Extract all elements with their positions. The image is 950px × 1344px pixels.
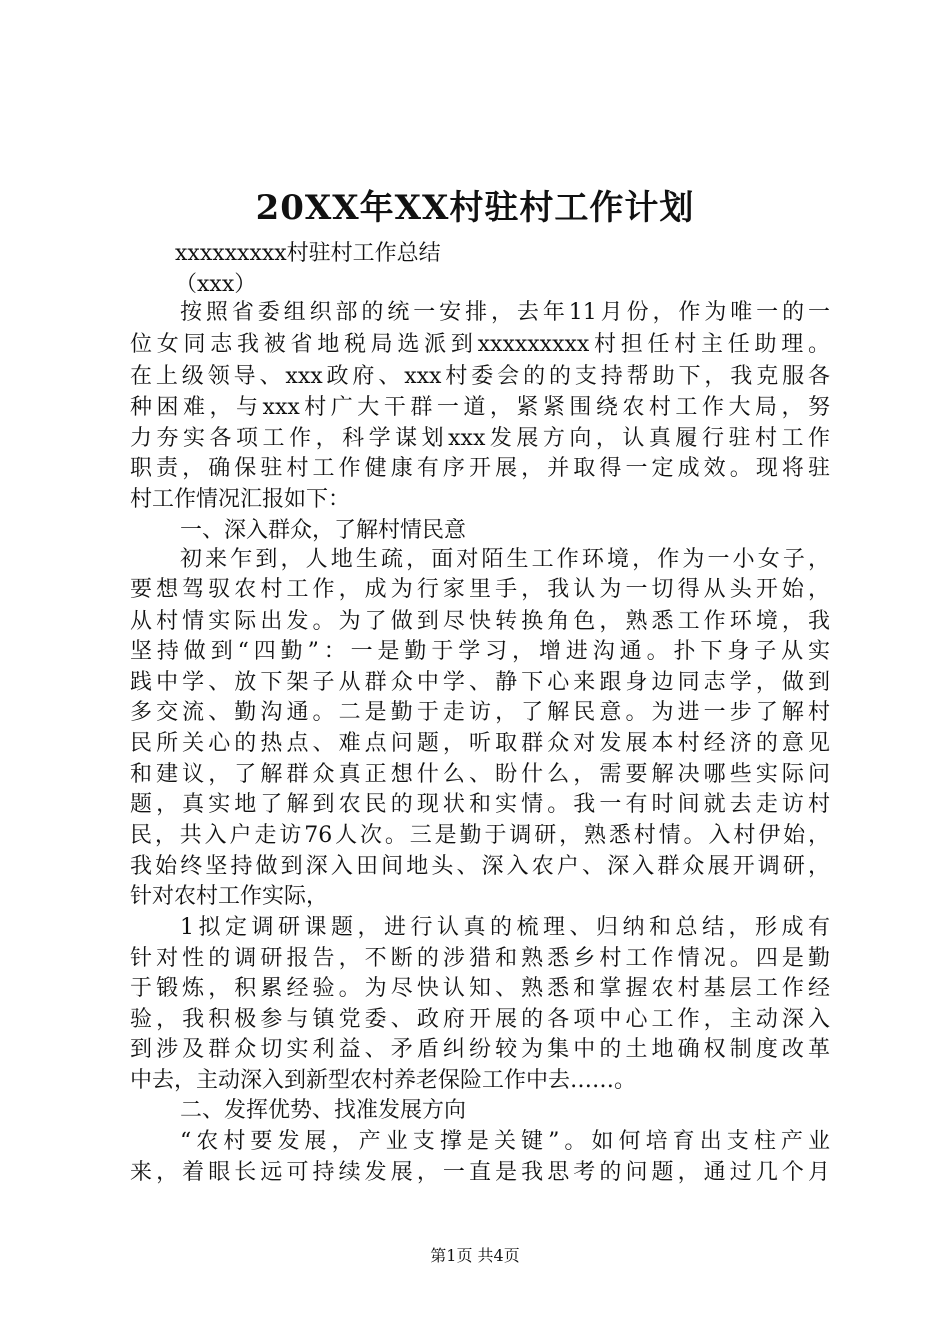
body-line: 和建议，了解群众真正想什么、盼什么，需要解决哪些实际问 xyxy=(130,762,830,787)
body-line: 于锻炼，积累经验。为尽快认知、熟悉和掌握农村基层工作经 xyxy=(130,976,830,1001)
body-line: 针对农村工作实际， xyxy=(130,884,329,909)
body-line: 种困难，与xxx村广大干群一道，紧紧围绕农村工作大局，努 xyxy=(130,395,830,420)
body-line: 坚持做到“四勤”：一是勤于学习，增进沟通。扑下身子从实 xyxy=(130,639,830,664)
body-line: 村工作情况汇报如下： xyxy=(130,487,351,512)
body-line: 中去，主动深入到新型农村养老保险工作中去……。 xyxy=(130,1068,637,1093)
page-number: 第1页 共4页 xyxy=(430,1246,520,1265)
body-line: 初来乍到，人地生疏，面对陌生工作环境，作为一小女子， xyxy=(180,547,830,572)
section-heading: 二、发挥优势、找准发展方向 xyxy=(180,1098,467,1123)
body-line: 1拟定调研课题，进行认真的梳理、归纳和总结，形成有 xyxy=(180,915,830,940)
body-line: 题，真实地了解到农民的现状和实情。我一有时间就去走访村 xyxy=(130,792,830,817)
body-line: 从村情实际出发。为了做到尽快转换角色，熟悉工作环境，我 xyxy=(130,609,830,634)
body-line: 多交流、勤沟通。二是勤于走访，了解民意。为进一步了解村 xyxy=(130,700,830,725)
document-title: 20XX年XX村驻村工作计划 xyxy=(255,188,695,228)
body-line: 按照省委组织部的统一安排，去年11月份，作为唯一的一 xyxy=(180,300,830,325)
body-line: 我始终坚持做到深入田间地头、深入农户、深入群众展开调研， xyxy=(130,854,830,879)
body-line: 验，我积极参与镇党委、政府开展的各项中心工作，主动深入 xyxy=(130,1007,830,1032)
body-line: 位女同志我被省地税局选派到xxxxxxxxx村担任村主任助理。 xyxy=(130,332,830,357)
section-heading: 一、深入群众，了解村情民意 xyxy=(180,518,467,543)
body-line: 要想驾驭农村工作，成为行家里手，我认为一切得从头开始， xyxy=(130,577,830,602)
body-line: 到涉及群众切实利益、矛盾纠纷较为集中的土地确权制度改革 xyxy=(130,1037,830,1062)
body-line: 针对性的调研报告，不断的涉猎和熟悉乡村工作情况。四是勤 xyxy=(130,946,830,971)
body-line: 民，共入户走访76人次。三是勤于调研，熟悉村情。入村伊始， xyxy=(130,823,830,848)
body-line: “农村要发展，产业支撑是关键”。如何培育出支柱产业 xyxy=(180,1129,830,1154)
subtitle-line: xxxxxxxxx村驻村工作总结 xyxy=(175,241,441,266)
body-line: 民所关心的热点、难点问题，听取群众对发展本村经济的意见 xyxy=(130,731,830,756)
author-line: （xxx） xyxy=(175,272,257,297)
body-line: 践中学、放下架子从群众中学、静下心来跟身边同志学，做到 xyxy=(130,670,830,695)
body-line: 在上级领导、xxx政府、xxx村委会的的支持帮助下，我克服各 xyxy=(130,364,830,389)
body-line: 来，着眼长远可持续发展，一直是我思考的问题，通过几个月 xyxy=(130,1160,830,1185)
body-line: 力夯实各项工作，科学谋划xxx发展方向，认真履行驻村工作 xyxy=(130,426,830,451)
body-line: 职责，确保驻村工作健康有序开展，并取得一定成效。现将驻 xyxy=(130,456,830,481)
